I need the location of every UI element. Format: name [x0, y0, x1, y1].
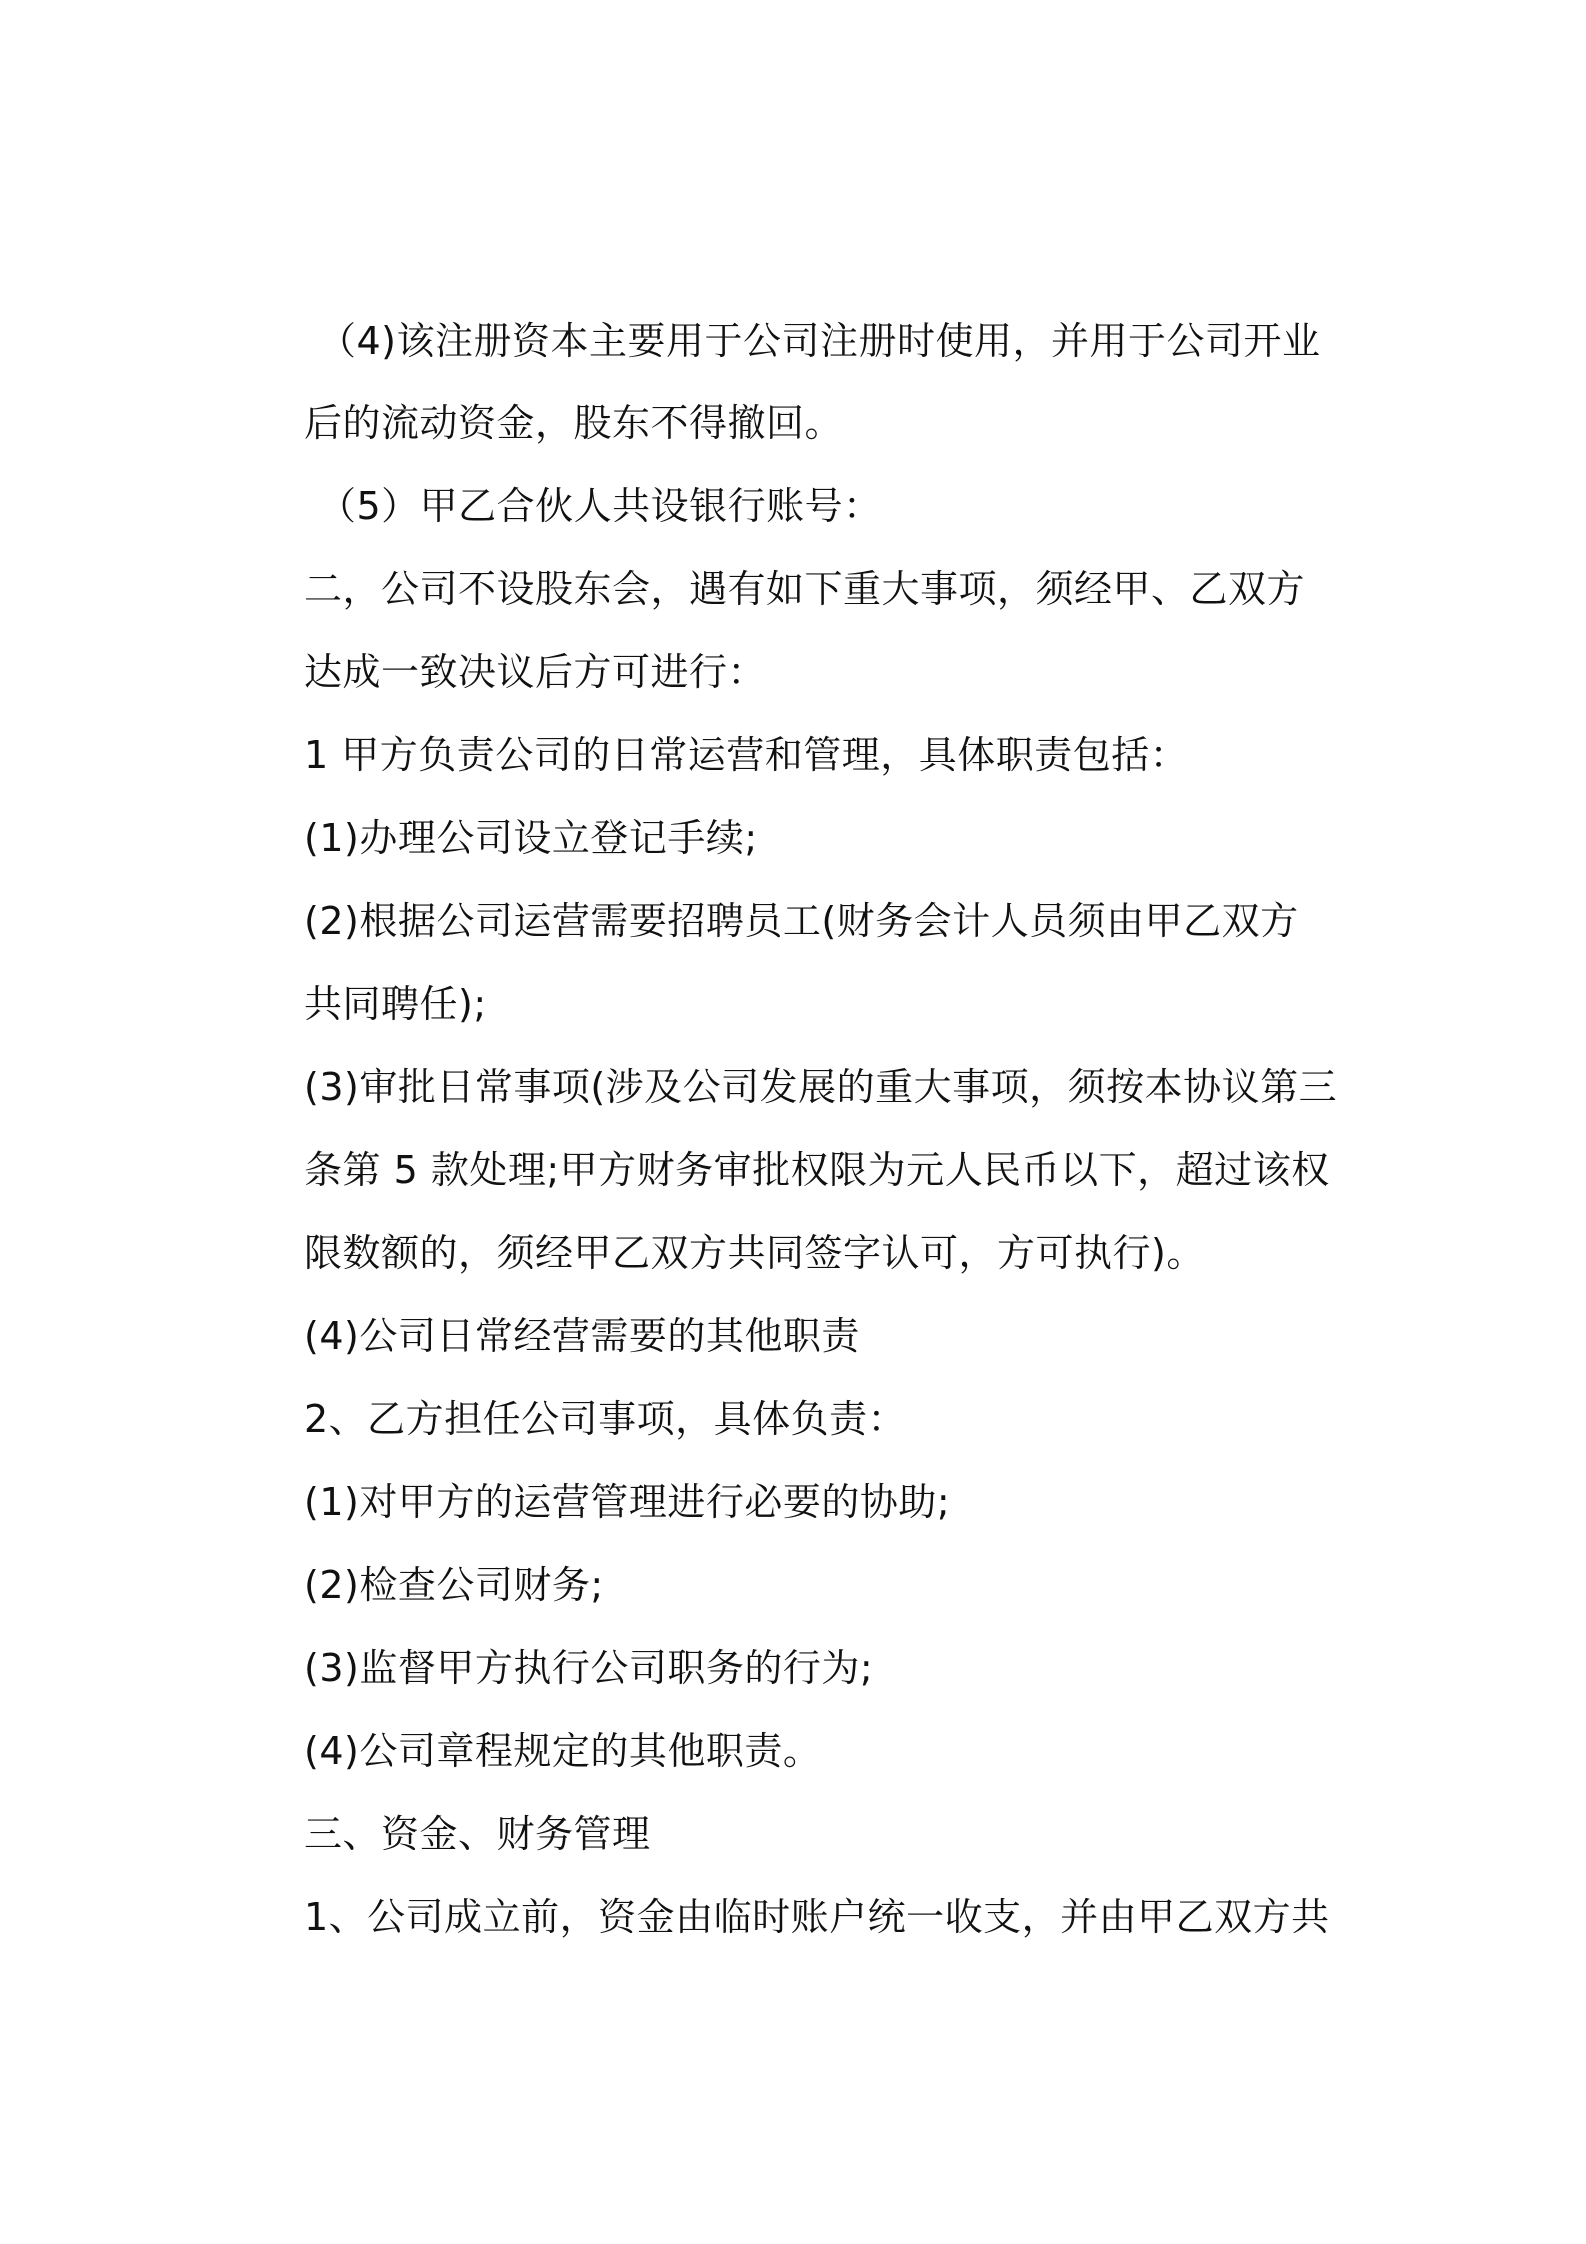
paragraph-line: 共同聘任); — [304, 982, 487, 1026]
paragraph-line: 1、公司成立前，资金由临时账户统一收支，并由甲乙双方共 — [304, 1895, 1330, 1939]
paragraph-line: (2)检查公司财务; — [304, 1563, 604, 1607]
paragraph-line: 2、乙方担任公司事项，具体负责： — [304, 1397, 907, 1441]
paragraph-line: 达成一致决议后方可进行： — [304, 650, 767, 694]
section-heading: 二，公司不设股东会，遇有如下重大事项，须经甲、乙双方 — [304, 567, 1306, 611]
paragraph-line: 后的流动资金，股东不得撤回。 — [304, 401, 844, 445]
paragraph-line: (1)办理公司设立登记手续; — [304, 816, 758, 860]
paragraph-line: (4)公司日常经营需要的其他职责 — [304, 1314, 860, 1358]
paragraph-line: (2)根据公司运营需要招聘员工(财务会计人员须由甲乙双方 — [304, 899, 1299, 943]
section-heading: 三、资金、财务管理 — [304, 1812, 651, 1856]
paragraph-line: 1 甲方负责公司的日常运营和管理，具体职责包括： — [304, 733, 1189, 777]
paragraph-line: 限数额的，须经甲乙双方共同签字认可，方可执行)。 — [304, 1231, 1205, 1275]
paragraph-line: 条第 5 款处理;甲方财务审批权限为元人民币以下，超过该权 — [304, 1148, 1330, 1192]
paragraph-line: （5）甲乙合伙人共设银行账号： — [318, 484, 882, 528]
paragraph-line: （4)该注册资本主要用于公司注册时使用，并用于公司开业 — [318, 319, 1321, 363]
paragraph-line: (3)审批日常事项(涉及公司发展的重大事项，须按本协议第三 — [304, 1065, 1338, 1109]
paragraph-line: (1)对甲方的运营管理进行必要的协助; — [304, 1480, 951, 1524]
paragraph-line: (4)公司章程规定的其他职责。 — [304, 1729, 822, 1773]
paragraph-line: (3)监督甲方执行公司职务的行为; — [304, 1646, 874, 1690]
